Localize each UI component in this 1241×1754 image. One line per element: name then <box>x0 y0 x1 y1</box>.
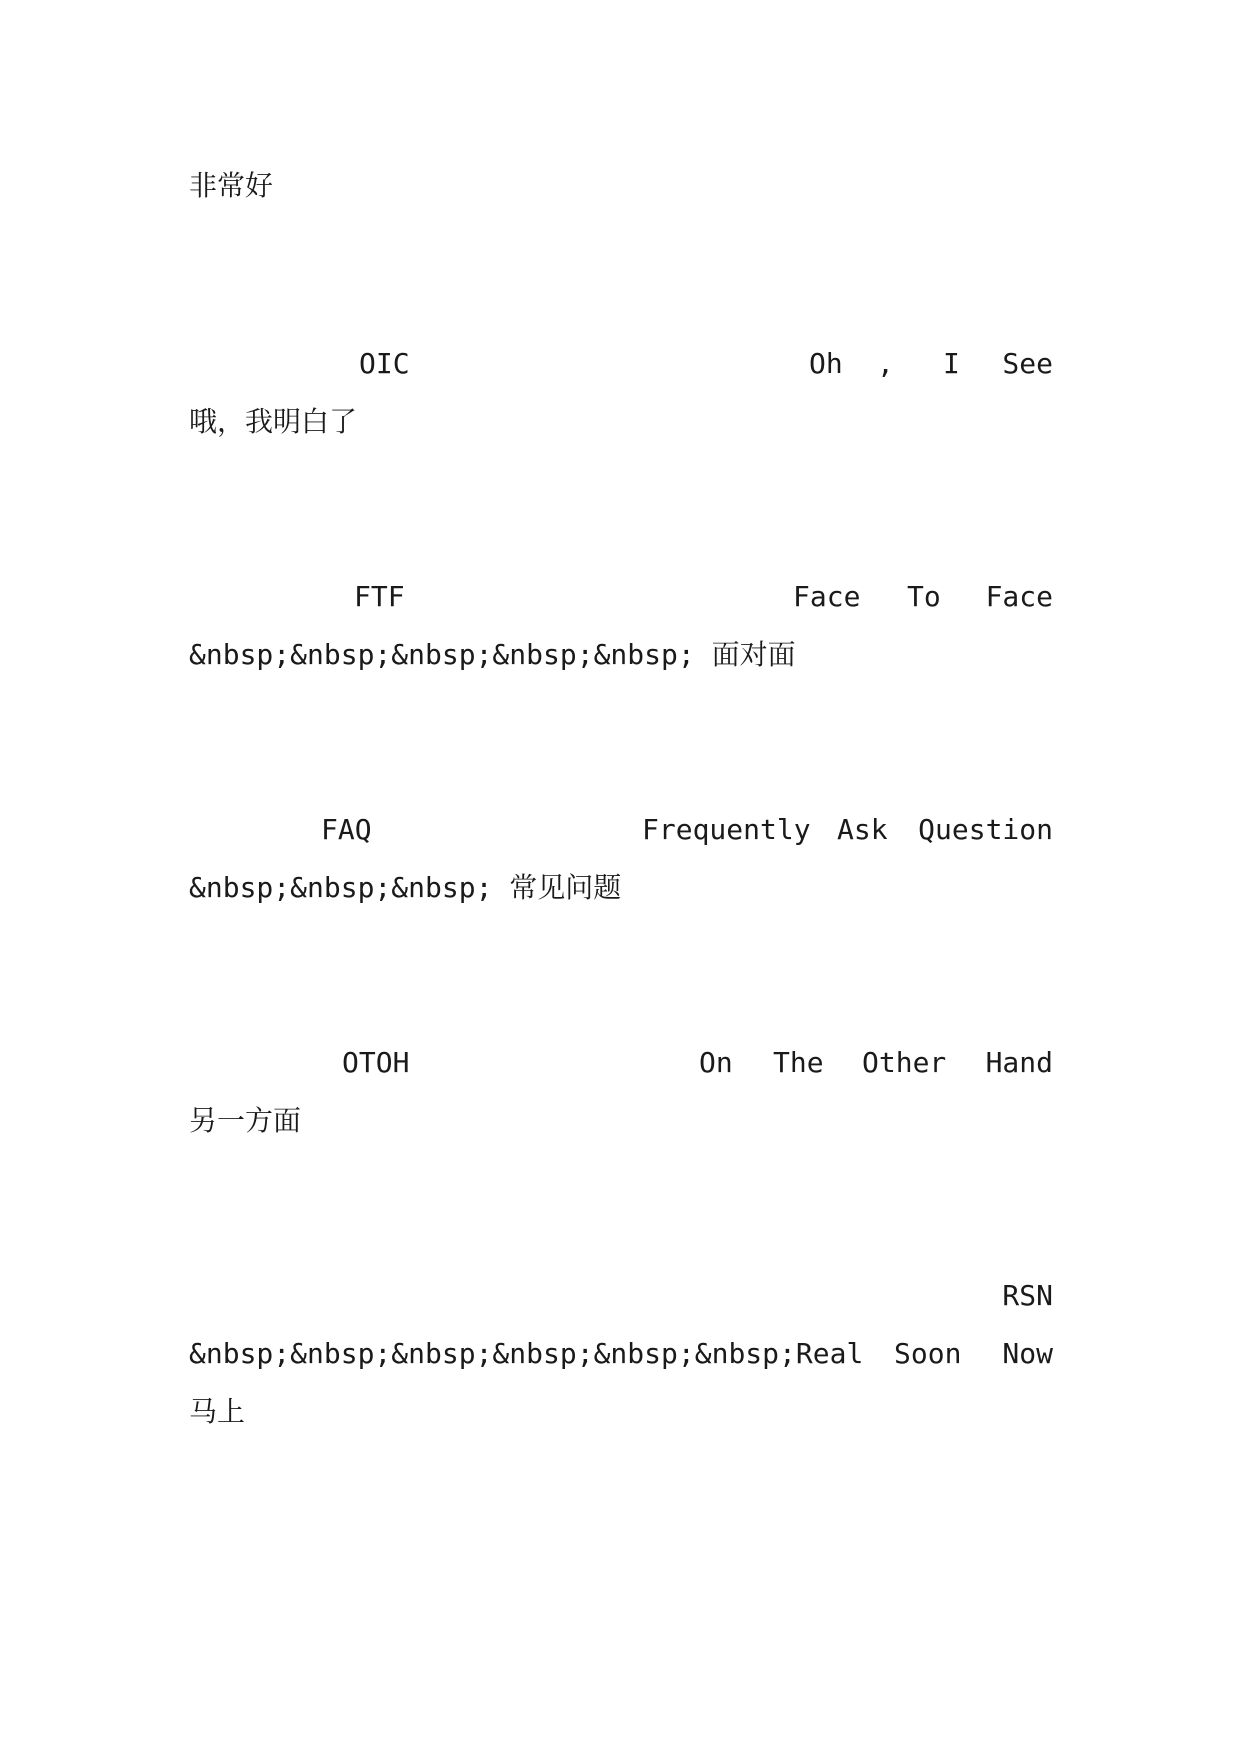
meaning-line <box>189 402 1053 442</box>
abbreviation: FTF <box>354 580 405 613</box>
expansion-word: Oh <box>809 347 843 380</box>
abbreviation: OIC <box>359 347 410 380</box>
expansion-word: I <box>943 347 960 380</box>
meaning: 马上 <box>189 1395 246 1428</box>
abbreviation: FAQ <box>321 813 372 846</box>
abbreviation-line <box>189 577 1053 617</box>
expansion-word: Soon <box>894 1337 962 1370</box>
abbreviation-line <box>189 810 1053 850</box>
expansion-word: The <box>773 1046 824 1079</box>
meaning: &nbsp;&nbsp;&nbsp;&nbsp;&nbsp; 面对面 <box>189 638 796 671</box>
expansion-word: See <box>1002 347 1053 380</box>
abbreviation: RSN <box>1002 1279 1053 1312</box>
expansion-word: &nbsp;&nbsp;&nbsp;&nbsp;&nbsp;&nbsp;Real <box>189 1337 864 1370</box>
expansion-word: Frequently <box>642 813 811 846</box>
expansion-word: Ask <box>837 813 888 846</box>
expansion-line <box>189 1334 1053 1374</box>
line-text: 非常好 <box>189 169 274 202</box>
meaning-line <box>189 1392 1053 1432</box>
meaning: 哦，我明白了 <box>189 405 358 438</box>
abbreviation: OTOH <box>342 1046 410 1079</box>
meaning-line <box>189 1101 1053 1141</box>
expansion-word: Other <box>862 1046 947 1079</box>
expansion-word: To <box>907 580 941 613</box>
expansion-word: Face <box>985 580 1053 613</box>
expansion-word: Face <box>793 580 861 613</box>
abbreviation-line <box>189 1043 1053 1083</box>
meaning-line <box>189 868 1053 908</box>
expansion-word: Hand <box>985 1046 1053 1079</box>
expansion-word: Question <box>918 813 1053 846</box>
text-line <box>189 166 1053 206</box>
meaning: 另一方面 <box>189 1104 302 1137</box>
meaning: &nbsp;&nbsp;&nbsp; 常见问题 <box>189 871 622 904</box>
expansion-word: On <box>699 1046 733 1079</box>
expansion-word: Now <box>1002 1337 1053 1370</box>
expansion-word: , <box>877 347 894 380</box>
abbreviation-line <box>189 344 1053 384</box>
abbreviation-line <box>189 1276 1053 1316</box>
meaning-line <box>189 635 1053 675</box>
